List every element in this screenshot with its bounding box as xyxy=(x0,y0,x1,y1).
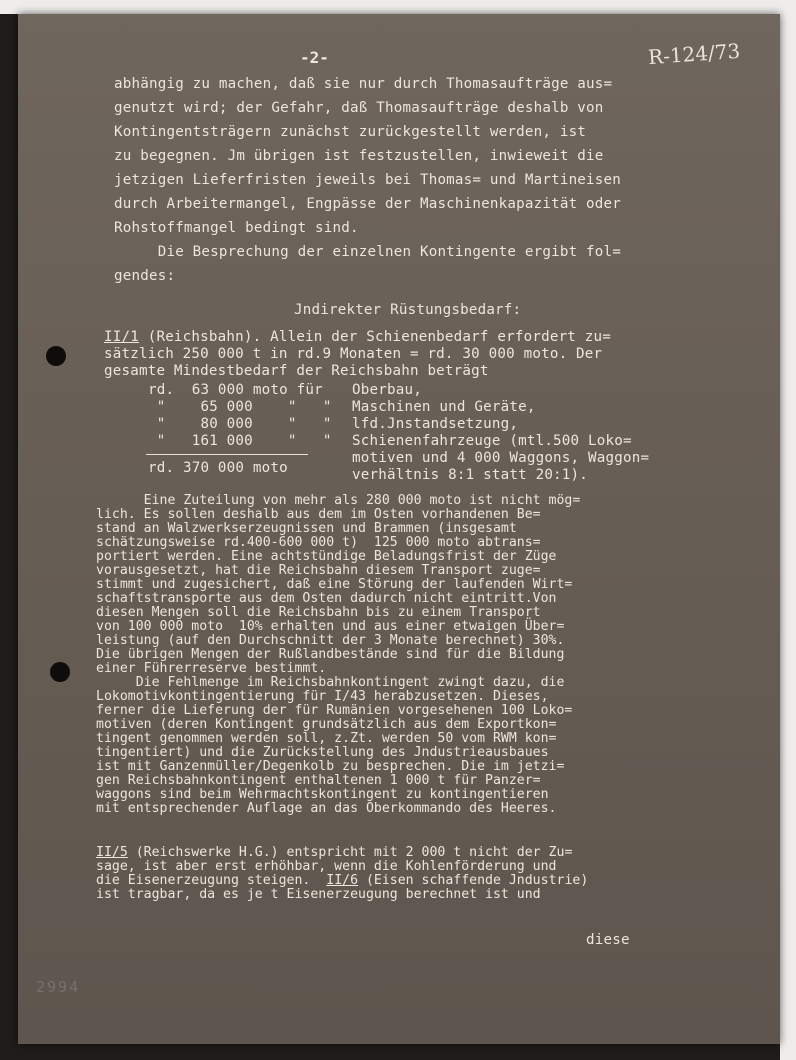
text-line: Die übrigen Mengen der Rußlandbestände sind für die Bildung xyxy=(96,647,565,662)
text-line: Rohstoffmangel bedingt sind. xyxy=(114,220,359,236)
table-row-text: lfd.Jnstandsetzung, xyxy=(352,416,519,432)
archive-stamp: 2994 xyxy=(36,978,81,996)
continuation-word: diese xyxy=(586,932,630,948)
text-line: lich. Es sollen deshalb aus dem im Osten vorhandenen Be= xyxy=(96,507,541,522)
text-line: mit entsprechender Auflage an das Oberkommando des Heeres. xyxy=(96,801,557,816)
text-line: diesen Mengen soll die Reichsbahn bis zu einem Transport xyxy=(96,605,541,620)
text-line: stimmt und zugesichert, daß eine Störung der laufenden Wirt= xyxy=(96,577,573,592)
table-total: rd. 370 000 moto xyxy=(148,460,288,476)
archive-annotation: R-124/73 xyxy=(647,38,741,70)
item-label: II/5 xyxy=(96,845,128,860)
text-line: motiven (deren Kontingent grundsätzlich aus dem Exportkon= xyxy=(96,717,557,732)
table-row-label: " 161 000 " " xyxy=(148,433,332,449)
scan-border-top xyxy=(0,0,796,14)
text-line: abhängig zu machen, daß sie nur durch Thomasaufträge aus= xyxy=(114,76,613,92)
table-row-text: motiven und 4 000 Waggons, Waggon= xyxy=(352,450,650,466)
text-line: vorausgesetzt, hat die Reichsbahn diesem Transport zuge= xyxy=(96,563,541,578)
text-span: (Eisen schaffende Jndustrie) xyxy=(358,873,589,888)
text-line: ferner die Lieferung der für Rumänien vorgesehenen 100 Loko= xyxy=(96,703,573,718)
text-line: Eine Zuteilung von mehr als 280 000 moto ist nicht mög= xyxy=(96,493,581,508)
text-span: (Reichswerke H.G.) entspricht mit 2 000 t nicht der Zu= xyxy=(127,845,573,860)
text-line: zu begegnen. Jm übrigen ist festzustellen, inwieweit die xyxy=(114,148,604,164)
text-line: Kontingentsträgern zunächst zurückgestellt werden, ist xyxy=(114,124,587,140)
punch-hole xyxy=(46,346,66,366)
text-line: gesamte Mindestbedarf der Reichsbahn beträgt xyxy=(104,363,489,379)
text-span: die Eisenerzeugung steigen. xyxy=(96,873,327,888)
text-line: Die Fehlmenge im Reichsbahnkontingent zwingt dazu, die xyxy=(96,675,565,690)
item-II5-line xyxy=(96,846,572,859)
text-line: sätzlich 250 000 t in rd.9 Monaten = rd. 30 000 moto. Der xyxy=(104,346,603,362)
text-line: durch Arbeitermangel, Engpässe der Maschinenkapazität oder xyxy=(114,196,622,212)
item-II6-line xyxy=(96,874,588,887)
text-line: von 100 000 moto 10% erhalten und aus einer etwaigen Über= xyxy=(96,619,565,634)
text-span: (Reichsbahn). Allein der Schienenbedarf erfordert zu= xyxy=(138,329,612,345)
table-row-text: verhältnis 8:1 statt 20:1). xyxy=(352,467,589,483)
text-line: sage, ist aber erst erhöhbar, wenn die Kohlenförderung und xyxy=(96,859,557,874)
text-line: tingentiert) und die Zurückstellung des Jndustrieausbaues xyxy=(96,745,549,760)
text-line: gendes: xyxy=(114,268,176,284)
text-line: gen Reichsbahnkontingent enthaltenen 1 000 t für Panzer= xyxy=(96,773,541,788)
table-row-text: Maschinen und Geräte, xyxy=(352,399,536,415)
item-label: II/1 xyxy=(104,329,139,345)
text-line: tingent genommen werden soll, z.Zt. werden 50 vom RWM kon= xyxy=(96,731,557,746)
text-line: jetzigen Lieferfristen jeweils bei Thomas= und Martineisen xyxy=(114,172,622,188)
document-page xyxy=(18,14,780,1044)
table-row-text: Schienenfahrzeuge (mtl.500 Loko= xyxy=(352,433,632,449)
table-row-label: " 80 000 " " xyxy=(148,416,332,432)
section-heading: Jndirekter Rüstungsbedarf: xyxy=(294,302,522,318)
punch-hole xyxy=(50,662,70,682)
scan-border-right xyxy=(780,0,796,1060)
table-row-label: " 65 000 " " xyxy=(148,399,332,415)
text-line: Lokomotivkontingentierung für I/43 herabzusetzen. Dieses, xyxy=(96,689,549,704)
text-line: Die Besprechung der einzelnen Kontingente ergibt fol= xyxy=(114,244,622,260)
text-line: portiert werden. Eine achtstündige Beladungsfrist der Züge xyxy=(96,549,557,564)
text-line: genutzt wird; der Gefahr, daß Thomasaufträge deshalb von xyxy=(114,100,604,116)
text-line: stand an Walzwerkserzeugnissen und Brammen (insgesamt xyxy=(96,521,517,536)
page-number: -2- xyxy=(300,48,329,67)
table-row-label: rd. 63 000 moto für xyxy=(148,382,323,398)
item-II1-line xyxy=(104,329,611,345)
text-line: einer Führerreserve bestimmt. xyxy=(96,661,327,676)
item-label: II/6 xyxy=(326,873,359,888)
text-line: leistung (auf den Durchschnitt der 3 Monate berechnet) 30%. xyxy=(96,633,565,648)
text-line: schaftstransporte aus dem Osten dadurch nicht eintritt.Von xyxy=(96,591,557,606)
table-row-text: Oberbau, xyxy=(352,382,422,398)
text-line: schätzungsweise rd.400-600 000 t) 125 000 moto abtrans= xyxy=(96,535,541,550)
text-line: ist mit Ganzenmüller/Degenkolb zu besprechen. Die im jetzi= xyxy=(96,759,565,774)
text-line: waggons sind beim Wehrmachtskontingent zu kontingentieren xyxy=(96,787,549,802)
text-line: ist tragbar, da es je t Eisenerzeugung berechnet ist und xyxy=(96,887,541,902)
sum-rule xyxy=(146,454,308,455)
